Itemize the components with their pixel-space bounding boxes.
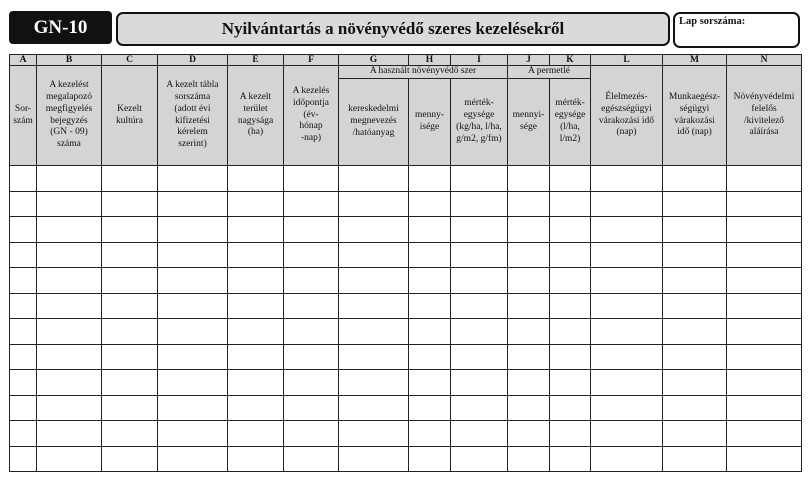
table-cell-f[interactable] <box>284 166 339 192</box>
table-cell-b[interactable] <box>37 344 102 370</box>
column-header-l <box>591 66 663 166</box>
sheet-number-box[interactable] <box>673 12 800 48</box>
table-cell-n[interactable] <box>727 395 802 421</box>
table-cell-e[interactable] <box>228 344 284 370</box>
table-cell-f[interactable] <box>284 217 339 243</box>
table-cell-j[interactable] <box>508 344 550 370</box>
table-cell-n[interactable] <box>727 446 802 472</box>
table-cell-l[interactable] <box>591 166 663 192</box>
table-cell-h[interactable] <box>409 370 451 396</box>
table-cell-c[interactable] <box>102 446 158 472</box>
table-cell-c[interactable] <box>102 344 158 370</box>
table-cell-k[interactable] <box>550 370 591 396</box>
table-row <box>10 395 802 421</box>
table-cell-f[interactable] <box>284 242 339 268</box>
table-cell-e[interactable] <box>228 191 284 217</box>
table-cell-k[interactable] <box>550 293 591 319</box>
column-letter-k: K <box>550 55 591 66</box>
table-cell-d[interactable] <box>158 191 228 217</box>
table-cell-a[interactable] <box>10 421 37 447</box>
table-cell-n[interactable] <box>727 293 802 319</box>
table-cell-h[interactable] <box>409 268 451 294</box>
table-cell-e[interactable] <box>228 217 284 243</box>
table-cell-a[interactable] <box>10 191 37 217</box>
table-cell-f[interactable] <box>284 319 339 345</box>
column-header-c-text: Kezelt kultúra <box>116 103 143 126</box>
table-cell-g[interactable] <box>339 421 409 447</box>
table-cell-g[interactable] <box>339 268 409 294</box>
table-cell-e[interactable] <box>228 395 284 421</box>
table-cell-a[interactable] <box>10 242 37 268</box>
table-cell-n[interactable] <box>727 370 802 396</box>
table-cell-f[interactable] <box>284 421 339 447</box>
table-cell-a[interactable] <box>10 293 37 319</box>
table-cell-m[interactable] <box>663 242 727 268</box>
column-header-m <box>663 66 727 166</box>
table-cell-g[interactable] <box>339 242 409 268</box>
table-cell-e[interactable] <box>228 370 284 396</box>
table-cell-l[interactable] <box>591 191 663 217</box>
table-cell-k[interactable] <box>550 395 591 421</box>
table-row <box>10 217 802 243</box>
table-cell-m[interactable] <box>663 217 727 243</box>
column-header-l-text: Élelmezés- egészségügyi várakozási idő (nap) <box>598 91 655 138</box>
table-cell-c[interactable] <box>102 319 158 345</box>
table-cell-i[interactable] <box>451 344 508 370</box>
column-header-a <box>10 66 37 166</box>
column-header-j-text: mennyi- sége <box>512 110 545 132</box>
table-cell-l[interactable] <box>591 217 663 243</box>
table-cell-g[interactable] <box>339 395 409 421</box>
table-cell-h[interactable] <box>409 293 451 319</box>
table-cell-m[interactable] <box>663 191 727 217</box>
table-cell-j[interactable] <box>508 166 550 192</box>
table-cell-i[interactable] <box>451 370 508 396</box>
table-cell-f[interactable] <box>284 370 339 396</box>
table-cell-i[interactable] <box>451 395 508 421</box>
table-cell-e[interactable] <box>228 166 284 192</box>
table-cell-m[interactable] <box>663 370 727 396</box>
column-header-b-text: A kezelést megalapozó megfigyelés bejegyzés (GN - 09) száma <box>45 79 93 150</box>
table-cell-n[interactable] <box>727 319 802 345</box>
table-cell-n[interactable] <box>727 166 802 192</box>
table-cell-e[interactable] <box>228 319 284 345</box>
table-cell-k[interactable] <box>550 217 591 243</box>
table-row <box>10 370 802 396</box>
table-cell-f[interactable] <box>284 446 339 472</box>
table-row <box>10 242 802 268</box>
table-cell-m[interactable] <box>663 268 727 294</box>
table-cell-a[interactable] <box>10 446 37 472</box>
table-row <box>10 166 802 192</box>
table-cell-e[interactable] <box>228 242 284 268</box>
table-cell-d[interactable] <box>158 268 228 294</box>
column-letter-j: J <box>508 55 550 66</box>
column-header-n-text: Növényvédelmi felelős /kivitelező aláírása <box>733 91 795 138</box>
table-cell-a[interactable] <box>10 370 37 396</box>
column-header-n <box>727 66 802 166</box>
table-cell-f[interactable] <box>284 344 339 370</box>
column-header-b <box>37 66 102 166</box>
table-cell-m[interactable] <box>663 421 727 447</box>
table-cell-f[interactable] <box>284 395 339 421</box>
table-row <box>10 421 802 447</box>
column-header-d <box>158 66 228 166</box>
column-letter-m: M <box>663 55 727 66</box>
table-cell-d[interactable] <box>158 166 228 192</box>
column-header-m-text: Munkaegész- ségügyi várakozási idő (nap) <box>668 91 721 138</box>
form-code-badge <box>9 11 112 44</box>
table-cell-a[interactable] <box>10 395 37 421</box>
table-row <box>10 268 802 294</box>
column-header-c <box>102 66 158 166</box>
table-cell-h[interactable] <box>409 395 451 421</box>
column-letter-g: G <box>339 55 409 66</box>
table-cell-d[interactable] <box>158 293 228 319</box>
column-header-i-text: mérték- egysége (kg/ha, l/ha, g/m2, g/fm) <box>456 98 502 144</box>
table-cell-h[interactable] <box>409 166 451 192</box>
table-cell-g[interactable] <box>339 191 409 217</box>
table-cell-e[interactable] <box>228 446 284 472</box>
column-letter-l: L <box>591 55 663 66</box>
table-cell-j[interactable] <box>508 217 550 243</box>
table-cell-j[interactable] <box>508 293 550 319</box>
column-letter-h: H <box>409 55 451 66</box>
table-cell-n[interactable] <box>727 217 802 243</box>
table-cell-l[interactable] <box>591 242 663 268</box>
table-cell-n[interactable] <box>727 242 802 268</box>
table-cell-l[interactable] <box>591 293 663 319</box>
table-cell-l[interactable] <box>591 344 663 370</box>
column-letter-d: D <box>158 55 228 66</box>
table-cell-a[interactable] <box>10 217 37 243</box>
column-header-f-text: A kezelés időpontja (év- hónap -nap) <box>292 85 330 144</box>
column-header-j <box>508 79 550 166</box>
table-cell-g[interactable] <box>339 446 409 472</box>
table-cell-a[interactable] <box>10 344 37 370</box>
table-cell-g[interactable] <box>339 344 409 370</box>
table-cell-h[interactable] <box>409 217 451 243</box>
treatment-record-table <box>9 54 802 472</box>
column-letter-a: A <box>10 55 37 66</box>
table-cell-m[interactable] <box>663 446 727 472</box>
table-cell-l[interactable] <box>591 319 663 345</box>
table-cell-g[interactable] <box>339 319 409 345</box>
table-cell-c[interactable] <box>102 370 158 396</box>
table-cell-n[interactable] <box>727 344 802 370</box>
column-header-e <box>228 66 284 166</box>
table-cell-i[interactable] <box>451 268 508 294</box>
table-cell-n[interactable] <box>727 191 802 217</box>
table-cell-e[interactable] <box>228 293 284 319</box>
table-cell-j[interactable] <box>508 395 550 421</box>
table-cell-d[interactable] <box>158 446 228 472</box>
column-header-i <box>451 79 508 166</box>
table-cell-i[interactable] <box>451 166 508 192</box>
table-cell-g[interactable] <box>339 217 409 243</box>
table-cell-b[interactable] <box>37 395 102 421</box>
table-cell-b[interactable] <box>37 166 102 192</box>
table-cell-a[interactable] <box>10 319 37 345</box>
column-letter-n: N <box>727 55 802 66</box>
table-cell-l[interactable] <box>591 421 663 447</box>
table-cell-b[interactable] <box>37 268 102 294</box>
column-header-d-text: A kezelt tábla sorszáma (adott évi kifizetési kérelem szerint) <box>166 79 219 150</box>
table-cell-m[interactable] <box>663 395 727 421</box>
table-cell-j[interactable] <box>508 446 550 472</box>
table-cell-b[interactable] <box>37 293 102 319</box>
table-cell-k[interactable] <box>550 268 591 294</box>
table-cell-b[interactable] <box>37 319 102 345</box>
column-letter-b: B <box>37 55 102 66</box>
table-cell-b[interactable] <box>37 446 102 472</box>
table-cell-b[interactable] <box>37 217 102 243</box>
table-cell-m[interactable] <box>663 166 727 192</box>
table-cell-b[interactable] <box>37 421 102 447</box>
table-cell-c[interactable] <box>102 191 158 217</box>
table-cell-a[interactable] <box>10 268 37 294</box>
column-letter-c: C <box>102 55 158 66</box>
table-cell-d[interactable] <box>158 395 228 421</box>
table-cell-j[interactable] <box>508 319 550 345</box>
form-code: GN-10 <box>33 16 88 38</box>
table-cell-d[interactable] <box>158 344 228 370</box>
table-cell-h[interactable] <box>409 319 451 345</box>
table-cell-i[interactable] <box>451 446 508 472</box>
table-cell-m[interactable] <box>663 319 727 345</box>
sheet-number-label: Lap sorszáma: <box>679 16 746 27</box>
header-row-1 <box>10 66 802 79</box>
table-cell-h[interactable] <box>409 344 451 370</box>
table-cell-i[interactable] <box>451 319 508 345</box>
table-row <box>10 446 802 472</box>
table-cell-b[interactable] <box>37 242 102 268</box>
table-cell-f[interactable] <box>284 293 339 319</box>
table-cell-i[interactable] <box>451 191 508 217</box>
table-cell-e[interactable] <box>228 268 284 294</box>
table-cell-j[interactable] <box>508 242 550 268</box>
table-cell-e[interactable] <box>228 421 284 447</box>
group-header-pesticide: A használt növényvédő szer <box>339 66 508 79</box>
table-row <box>10 293 802 319</box>
table-row <box>10 319 802 345</box>
column-header-g <box>339 79 409 166</box>
table-cell-j[interactable] <box>508 268 550 294</box>
table-cell-n[interactable] <box>727 268 802 294</box>
table-cell-d[interactable] <box>158 217 228 243</box>
table-cell-k[interactable] <box>550 344 591 370</box>
table-cell-c[interactable] <box>102 268 158 294</box>
table-cell-k[interactable] <box>550 191 591 217</box>
table-cell-g[interactable] <box>339 166 409 192</box>
table-cell-d[interactable] <box>158 421 228 447</box>
table-cell-i[interactable] <box>451 217 508 243</box>
table-cell-k[interactable] <box>550 166 591 192</box>
column-letter-i: I <box>451 55 508 66</box>
column-letter-e: E <box>228 55 284 66</box>
table-cell-h[interactable] <box>409 446 451 472</box>
group-header-spray: A permetlé <box>508 66 591 79</box>
table-cell-c[interactable] <box>102 293 158 319</box>
table-cell-c[interactable] <box>102 242 158 268</box>
column-header-k-text: mérték- egysége (l/ha, l/m2) <box>554 98 586 144</box>
table-cell-b[interactable] <box>37 191 102 217</box>
table-cell-c[interactable] <box>102 421 158 447</box>
column-header-h <box>409 79 451 166</box>
form-title: Nyilvántartás a növényvédő szeres kezelésekről <box>221 19 565 38</box>
table-cell-l[interactable] <box>591 268 663 294</box>
table-cell-g[interactable] <box>339 293 409 319</box>
table-cell-n[interactable] <box>727 421 802 447</box>
table-cell-i[interactable] <box>451 293 508 319</box>
table-cell-j[interactable] <box>508 191 550 217</box>
column-header-a-text: Sor- szám <box>13 103 33 126</box>
column-header-e-text: A kezelt terület nagysága (ha) <box>237 91 274 138</box>
table-row <box>10 191 802 217</box>
table-cell-h[interactable] <box>409 421 451 447</box>
column-header-f <box>284 66 339 166</box>
table-cell-i[interactable] <box>451 421 508 447</box>
table-cell-d[interactable] <box>158 319 228 345</box>
table-cell-k[interactable] <box>550 242 591 268</box>
table-cell-i[interactable] <box>451 242 508 268</box>
table-cell-l[interactable] <box>591 370 663 396</box>
table-cell-d[interactable] <box>158 242 228 268</box>
column-letter-row <box>10 55 802 66</box>
table-cell-c[interactable] <box>102 395 158 421</box>
table-cell-c[interactable] <box>102 166 158 192</box>
table-cell-f[interactable] <box>284 268 339 294</box>
table-cell-a[interactable] <box>10 166 37 192</box>
table-cell-l[interactable] <box>591 395 663 421</box>
table-cell-h[interactable] <box>409 191 451 217</box>
table-cell-k[interactable] <box>550 446 591 472</box>
table-cell-k[interactable] <box>550 319 591 345</box>
table-cell-k[interactable] <box>550 421 591 447</box>
table-cell-l[interactable] <box>591 446 663 472</box>
table-cell-j[interactable] <box>508 421 550 447</box>
table-cell-h[interactable] <box>409 242 451 268</box>
form-title-box <box>116 12 670 46</box>
column-letter-f: F <box>284 55 339 66</box>
table-cell-m[interactable] <box>663 293 727 319</box>
table-cell-b[interactable] <box>37 370 102 396</box>
table-cell-m[interactable] <box>663 344 727 370</box>
table-cell-j[interactable] <box>508 370 550 396</box>
table-row <box>10 344 802 370</box>
column-header-h-text: menny- isége <box>414 110 445 132</box>
table-cell-f[interactable] <box>284 191 339 217</box>
column-header-g-text: kereskedelmi megnevezés /hatóanyag <box>348 104 399 138</box>
table-cell-d[interactable] <box>158 370 228 396</box>
table-cell-g[interactable] <box>339 370 409 396</box>
column-header-k <box>550 79 591 166</box>
table-cell-c[interactable] <box>102 217 158 243</box>
